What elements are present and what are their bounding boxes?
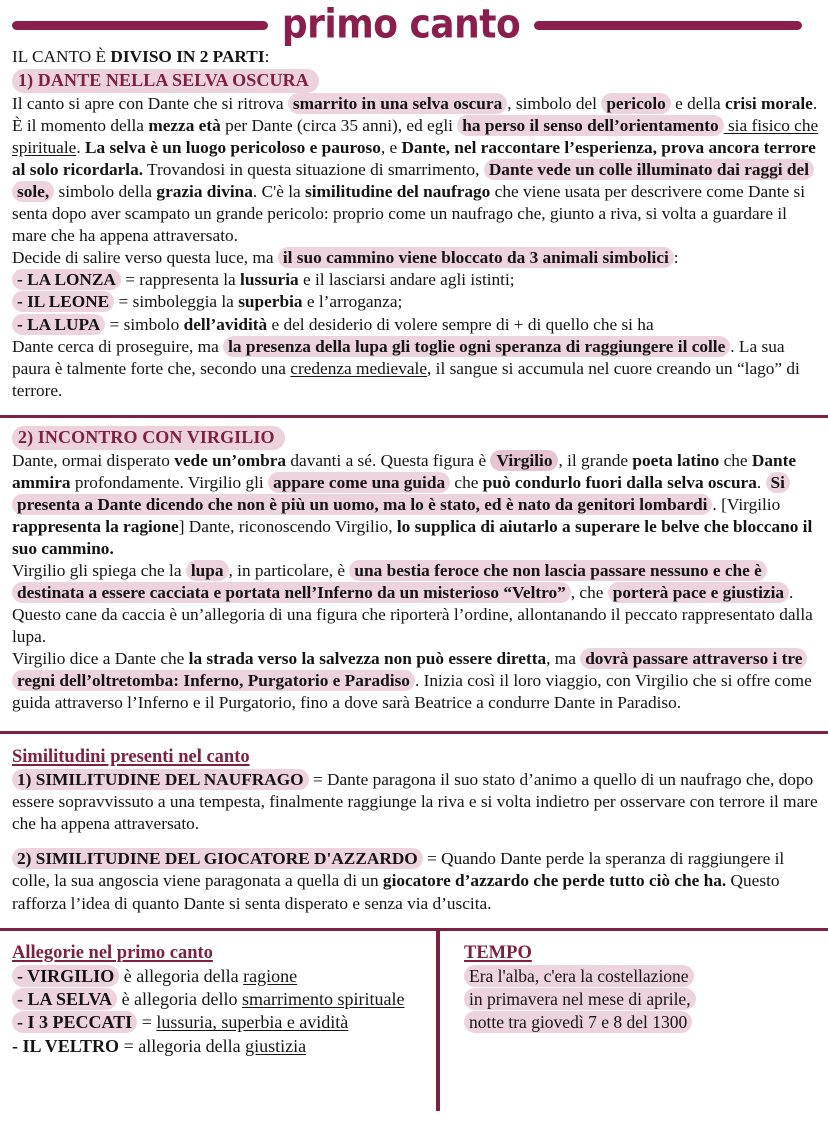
allegoria-name: LA SELVA <box>27 988 113 1009</box>
t: . È il momento della <box>12 94 818 136</box>
t: , il grande <box>558 450 633 470</box>
animal-item <box>12 291 820 313</box>
allegorie-column <box>0 931 436 1107</box>
allegoria-item <box>12 1011 430 1034</box>
t: similitudine del naufrago <box>305 182 491 202</box>
t: . La sua paura è talmente forte che, secondo una <box>12 336 785 378</box>
highlight-leone: - IL LEONE <box>12 291 114 312</box>
spacer <box>0 714 828 731</box>
t: lussuria <box>240 270 299 290</box>
highlight-veltro: una bestia feroce che non lascia passare nessuno e che è destinata a essere cacciata e portata nell’Inferno da un misterioso “Veltro” <box>12 560 767 603</box>
t: per Dante (circa 35 anni), ed egli <box>220 116 458 136</box>
underline-fisico-spirituale: sia fisico che spirituale <box>12 116 819 158</box>
similitudine-item-2 <box>12 848 820 914</box>
intro-line <box>12 46 820 68</box>
highlight-tre-regni: dovrà passare attraverso i tre regni dell’oltretomba: Inferno, Purgatorio e Paradiso <box>12 648 807 691</box>
allegoria-target: giustizia <box>245 1035 307 1056</box>
tempo-column <box>436 931 828 1107</box>
tempo-line <box>464 1011 818 1034</box>
t: che <box>450 472 483 492</box>
t: : <box>673 248 679 268</box>
t: Dante, nel raccontare l’esperienza, prova ancora terrore al solo ricordarla. <box>12 138 816 180</box>
t: , in particolare, è <box>228 560 350 580</box>
section-two-heading: 2) INCONTRO CON VIRGILIO <box>12 426 285 450</box>
t: è allegoria della <box>119 965 244 986</box>
spacer <box>12 835 820 848</box>
highlight-speranza: la presenza della lupa gli toglie ogni speranza di raggiungere il colle <box>223 336 730 357</box>
highlight-lupa: - LA LUPA <box>12 314 105 335</box>
highlight-pericolo: pericolo <box>601 93 671 114</box>
t: vede un’ombra <box>174 450 287 470</box>
highlight-smarrito: smarrito in una selva oscura <box>288 93 507 114</box>
t: - <box>17 1012 28 1033</box>
t: lo supplica di aiutarlo a superare le belve che bloccano il suo cammino. <box>12 516 813 558</box>
t: ] Dante, riconoscendo Virgilio, <box>178 516 397 536</box>
intro-text-1: IL CANTO È <box>12 47 111 66</box>
highlight-orientamento: ha perso il senso dell’orientamento <box>457 115 723 136</box>
t: può condurlo fuori dalla selva oscura <box>482 472 757 492</box>
allegorie-heading: Allegorie nel primo canto <box>12 942 213 963</box>
tempo-line <box>464 965 818 988</box>
t: . C'è la <box>252 182 305 202</box>
highlight-tempo-2: in primavera nel mese di aprile, <box>464 988 696 1010</box>
allegoria-target: ragione <box>243 965 298 986</box>
section-one-paragraph-3 <box>12 336 820 402</box>
t: e l’arroganza; <box>302 292 403 312</box>
allegoria-item <box>12 1035 430 1058</box>
allegoria-name: VIRGILIO <box>27 965 115 986</box>
page-title: primo canto <box>281 1 521 48</box>
document-header <box>0 0 828 46</box>
highlight-genitori-lombardi: Si presenta a Dante dicendo che non è più un uomo, ma lo è stato, ed è nato da genitori lombardi <box>12 472 790 515</box>
similitudine-item-1 <box>12 769 820 835</box>
t: davanti a sé. Questa figura è <box>286 450 491 470</box>
t: . Inizia così il loro viaggio, con Virgilio che si offre come guida attraverso l’Inferno e il Purgatorio, fino a dove sarà Beatrice a condurre Dante in Paradiso. <box>12 671 812 713</box>
spacer <box>0 915 828 928</box>
highlight-lupa-2: lupa <box>186 560 229 581</box>
highlight-colle: Dante vede un colle illuminato dai raggi del sole, <box>12 159 814 202</box>
highlight-lonza: - LA LONZA <box>12 269 121 290</box>
t: = simbolo <box>105 314 184 334</box>
t: - <box>12 1035 23 1056</box>
highlight-cammino-bloccato: il suo cammino viene bloccato da 3 animali simbolici <box>278 247 674 268</box>
t: Il canto si apre con Dante che si ritrova <box>12 94 288 114</box>
t: giocatore d’azzardo che perde tutto ciò che ha. <box>382 871 727 891</box>
section-one-heading: 1) DANTE NELLA SELVA OSCURA <box>12 69 319 93</box>
t: Decide di salire verso questa luce, ma <box>12 248 278 268</box>
t: , e <box>380 138 402 158</box>
allegoria-target: smarrimento spirituale <box>242 988 405 1009</box>
t: grazia divina <box>156 182 253 202</box>
section-two-paragraph-2 <box>12 560 820 648</box>
t: Dante cerca di proseguire, ma <box>12 336 224 356</box>
title-rule-left <box>12 21 268 30</box>
spacer <box>0 418 828 425</box>
tempo-line <box>464 988 818 1011</box>
section-two-paragraph-1 <box>12 450 820 560</box>
t: Virgilio gli spiega che la <box>12 560 186 580</box>
allegoria-item <box>12 965 430 988</box>
highlight-tempo-3: notte tra giovedì 7 e 8 del 1300 <box>464 1011 692 1033</box>
tempo-heading: TEMPO <box>464 942 532 963</box>
t: è allegoria dello <box>117 988 243 1009</box>
t: la strada verso la salvezza non può essere diretta <box>188 649 547 669</box>
t: simbolo della <box>54 182 157 202</box>
section-two <box>0 425 828 715</box>
t: che viene usata per descrivere come Dante si senta dopo aver scampato un grande pericolo: proprio come un naufrago che, giunto a riva, si volta a guardare il mare che ha appena attraversato. <box>12 182 806 246</box>
t: = simboleggia la <box>114 292 239 312</box>
t: Trovandosi in questa situazione di smarrimento, <box>143 160 484 180</box>
t: mezza età <box>148 116 221 136</box>
t: poeta latino <box>632 450 720 470</box>
spacer <box>0 402 828 415</box>
intro-bold: DIVISO IN 2 PARTI <box>110 47 265 66</box>
highlight-giocatore-label: 2) SIMILITUDINE DEL GIOCATORE D'AZZARDO <box>12 848 423 869</box>
t: superbia <box>238 292 303 312</box>
t: = <box>137 1012 157 1033</box>
t: , simbolo del <box>507 94 602 114</box>
section-two-paragraph-3 <box>12 648 820 714</box>
title-rule-right <box>534 21 802 30</box>
t: Virgilio dice a Dante che <box>12 649 189 669</box>
t: = allegoria della <box>119 1035 246 1056</box>
allegoria-target: lussuria, superbia e avidità <box>156 1012 349 1033</box>
bottom-columns <box>0 931 828 1107</box>
t: e della <box>670 94 726 114</box>
section-one-paragraph-2 <box>12 247 820 269</box>
t: = Quando Dante perde la speranza di raggiungere il colle, la sua angoscia viene paragonata a quella di un <box>12 849 785 891</box>
allegoria-item <box>12 988 430 1011</box>
underline-credenza: credenza medievale <box>290 358 428 378</box>
section-one-paragraph-1 <box>12 93 820 247</box>
t: - <box>17 965 28 986</box>
t: = rappresenta la <box>120 270 241 290</box>
allegoria-name: I 3 PECCATI <box>27 1012 133 1033</box>
t: , che <box>570 582 608 602</box>
t: Dante, ormai disperato <box>12 450 175 470</box>
t: - <box>17 988 28 1009</box>
t: e il lasciarsi andare agli istinti; <box>298 270 515 290</box>
t: . [Virgilio <box>712 494 781 514</box>
animal-item <box>12 269 820 291</box>
t: . <box>756 472 766 492</box>
t: e del desiderio di volere sempre di + di quello che si ha <box>267 314 654 334</box>
t: = Dante paragona il suo stato d’animo a quello di un naufrago che, dopo essere sopravvissuto a una tempesta, finalmente raggiunge la riva e si volta indietro per osservare con terrore il mare che ha appena attraversato. <box>12 770 818 834</box>
t: . <box>76 138 85 158</box>
highlight-guida: appare come una guida <box>268 472 450 493</box>
highlight-pace-giustizia: porterà pace e giustizia <box>608 582 789 603</box>
t: La selva è un luogo pericoloso e pauroso <box>84 138 381 158</box>
t: , ma <box>546 649 581 669</box>
allegoria-name: IL VELTRO <box>22 1035 120 1056</box>
highlight-virgilio: Virgilio <box>490 450 558 471</box>
t: . Questo cane da caccia è un’allegoria di una figura che riporterà l’ordine, allontanando il peccato rappresentato dalla lupa. <box>12 582 813 647</box>
spacer <box>0 734 828 747</box>
t: rappresenta la ragione <box>12 516 179 536</box>
t: che <box>719 450 752 470</box>
vertical-divider <box>436 931 440 1111</box>
animal-item <box>12 314 820 336</box>
t: profondamente. Virgilio gli <box>70 472 269 492</box>
t: crisi morale <box>725 94 813 114</box>
t: , il sangue si accumula nel cuore creando un “lago” di terrore. <box>12 358 800 400</box>
similitudini-section <box>0 747 828 914</box>
similitudini-heading: Similitudini presenti nel canto <box>12 747 250 768</box>
highlight-tempo-1: Era l'alba, c'era la costellazione <box>464 965 694 987</box>
intro-text-2: : <box>264 47 270 66</box>
t: Dante ammira <box>12 450 797 492</box>
section-one <box>0 46 828 402</box>
t: Questo rafforza l’idea di quanto Dante si senta disperato e senza via d’uscita. <box>12 871 780 913</box>
highlight-naufrago-label: 1) SIMILITUDINE DEL NAUFRAGO <box>12 769 309 790</box>
t: dell’avidità <box>183 314 268 334</box>
